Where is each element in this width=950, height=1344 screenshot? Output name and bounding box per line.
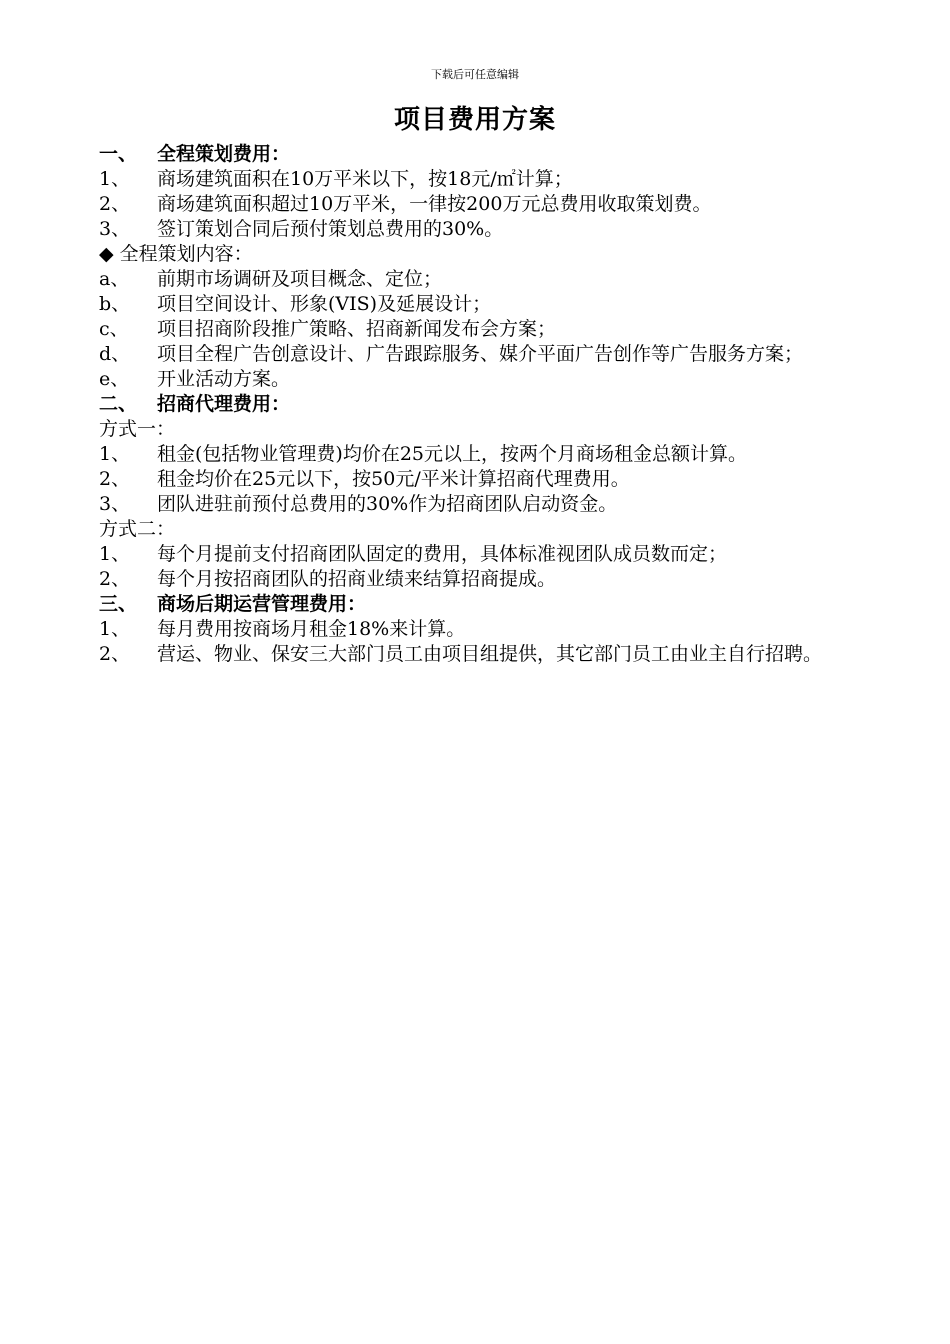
item-number: 2、 — [99, 568, 131, 590]
item-letter: d、 — [99, 343, 131, 365]
item-text: 商场建筑面积超过10万平米，一律按200万元总费用收取策划费。 — [157, 193, 712, 215]
section-title: 商场后期运营管理费用： — [157, 593, 367, 615]
item-text: 项目招商阶段推广策略、招商新闻发布会方案； — [157, 318, 557, 340]
list-item — [99, 267, 851, 292]
list-item — [99, 542, 851, 567]
item-text: 每个月提前支付招商团队固定的费用，具体标准视团队成员数而定； — [157, 543, 728, 565]
item-number: 1、 — [99, 543, 131, 565]
item-text: 营运、物业、保安三大部门员工由项目组提供，其它部门员工由业主自行招聘。 — [157, 643, 823, 665]
item-number: 3、 — [99, 218, 131, 240]
header-note: 下载后可任意编辑 — [431, 68, 519, 81]
section-number: 二、 — [99, 393, 138, 415]
item-letter: e、 — [99, 368, 130, 390]
item-letter: c、 — [99, 318, 129, 340]
list-item — [99, 617, 851, 642]
item-number: 1、 — [99, 443, 131, 465]
section-title: 招商代理费用： — [157, 393, 291, 415]
list-item — [99, 342, 851, 367]
item-text: 商场建筑面积在10万平米以下，按18元/㎡计算； — [157, 168, 573, 190]
document-body — [99, 142, 851, 667]
mode1-label: 方式一： — [99, 418, 176, 440]
mode-label — [99, 417, 851, 442]
list-item — [99, 467, 851, 492]
item-text: 签订策划合同后预付策划总费用的30%。 — [157, 218, 504, 240]
item-number: 3、 — [99, 493, 131, 515]
section-title: 全程策划费用： — [157, 143, 291, 165]
item-text: 项目全程广告创意设计、广告跟踪服务、媒介平面广告创作等广告服务方案； — [157, 343, 804, 365]
item-letter: a、 — [99, 268, 130, 290]
item-number: 1、 — [99, 618, 131, 640]
list-item — [99, 167, 851, 192]
section2-heading — [99, 392, 851, 417]
item-text: 开业活动方案。 — [157, 368, 291, 390]
list-item — [99, 192, 851, 217]
list-item — [99, 367, 851, 392]
section-number: 三、 — [99, 593, 138, 615]
mode-label — [99, 517, 851, 542]
list-item — [99, 642, 851, 667]
item-number: 2、 — [99, 468, 131, 490]
item-text: 团队进驻前预付总费用的30%作为招商团队启动资金。 — [157, 493, 618, 515]
list-item — [99, 567, 851, 592]
item-text: 前期市场调研及项目概念、定位； — [157, 268, 443, 290]
item-text: 每月费用按商场月租金18%来计算。 — [157, 618, 466, 640]
list-item — [99, 442, 851, 467]
section-number: 一、 — [99, 143, 138, 165]
item-text: 每个月按招商团队的招商业绩来结算招商提成。 — [157, 568, 557, 590]
list-item — [99, 492, 851, 517]
content-label — [99, 242, 851, 267]
mode2-label: 方式二： — [99, 518, 176, 540]
item-number: 1、 — [99, 168, 131, 190]
section3-heading — [99, 592, 851, 617]
item-number: 2、 — [99, 643, 131, 665]
item-text: 租金(包括物业管理费)均价在25元以上，按两个月商场租金总额计算。 — [157, 443, 748, 465]
page-title: 项目费用方案 — [393, 105, 556, 135]
diamond-bullet-label: ◆ 全程策划内容： — [99, 243, 253, 265]
list-item — [99, 217, 851, 242]
item-text: 租金均价在25元以下，按50元/平米计算招商代理费用。 — [157, 468, 630, 490]
section1-heading — [99, 142, 851, 167]
item-number: 2、 — [99, 193, 131, 215]
list-item — [99, 292, 851, 317]
item-text: 项目空间设计、形象(VIS)及延展设计； — [157, 293, 492, 315]
item-letter: b、 — [99, 293, 131, 315]
list-item — [99, 317, 851, 342]
